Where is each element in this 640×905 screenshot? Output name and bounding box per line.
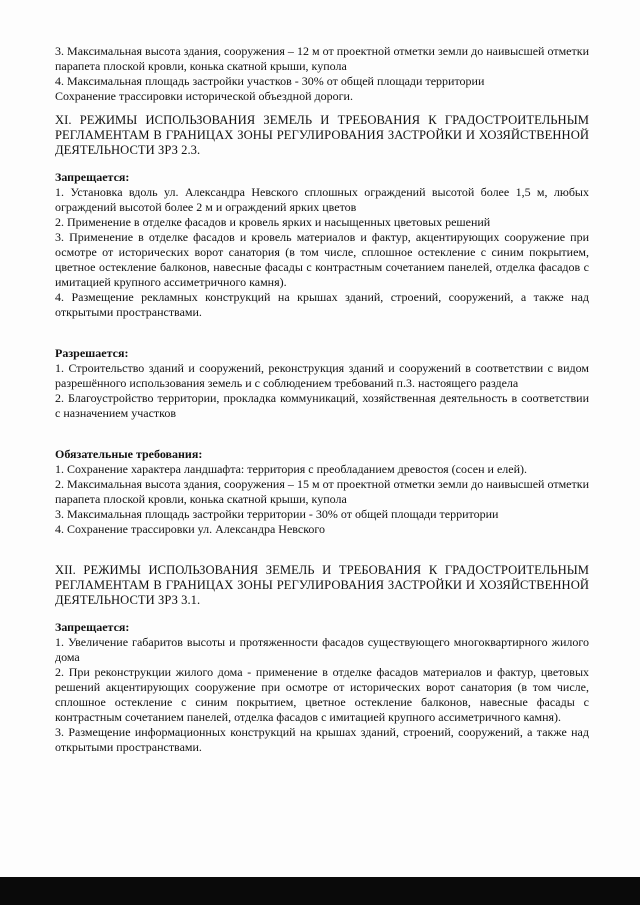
required-item: 2. Максимальная высота здания, сооружения – 15 м от проектной отметки земли до наивысшей отметки парапета плоской кровли, конька скатной крыши, купола (55, 477, 589, 506)
intro-item: 3. Максимальная высота здания, сооружения – 12 м от проектной отметки земли до наивысшей отметки парапета плоской кровли, конька скатной крыши, купола (55, 44, 589, 73)
required-item: 4. Сохранение трассировки ул. Александра Невского (55, 522, 326, 536)
allowed-item: 1. Строительство зданий и сооружений, реконструкция зданий и сооружений в соответствии с видом разрешённого использования земель и с соблюдением требований п.3. настоящего раздела (55, 361, 589, 390)
document-body (55, 44, 589, 755)
intro-item: 4. Максимальная площадь застройки участков - 30% от общей площади территории (55, 74, 485, 88)
section-12-prohibited-label: Запрещается: (55, 620, 130, 634)
section-12-heading: XII. РЕЖИМЫ ИСПОЛЬЗОВАНИЯ ЗЕМЕЛЬ И ТРЕБОВАНИЯ К ГРАДОСТРОИТЕЛЬНЫМ РЕГЛАМЕНТАМ В ГРАНИЦАХ ЗОНЫ РЕГУЛИРОВАНИЯ ЗАСТРОЙКИ И ХОЗЯЙСТВЕННОЙ ДЕЯТЕЛЬНОСТИ ЗРЗ 3.1. (55, 563, 589, 607)
prohibited-item: 3. Размещение информационных конструкций на крышах зданий, строений, сооружений, а также над открытыми пространствами. (55, 725, 589, 754)
section-11-required-label: Обязательные требования: (55, 447, 203, 461)
prohibited-item: 1. Увеличение габаритов высоты и протяженности фасадов существующего многоквартирного жилого дома (55, 635, 589, 664)
allowed-item: 2. Благоустройство территории, прокладка коммуникаций, хозяйственная деятельность в соответствии с назначением участков (55, 391, 589, 420)
prohibited-item: 2. При реконструкции жилого дома - применение в отделке фасадов материалов и фактур, цветовых решений акцентирующих сооружение при осмотре от исторических ворот санатория (в том числе, сплошное остекление с синим покрытием, цветное остекление балконов, навесные фасады с контрастным сочетанием панелей, отделка фасадов с имитацией крупного ассиметричного камня). (55, 665, 589, 724)
scan-bottom-edge (0, 877, 640, 905)
required-item: 1. Сохранение характера ландшафта: территория с преобладанием древостоя (сосен и елей). (55, 462, 527, 476)
prohibited-item: 1. Установка вдоль ул. Александра Невского сплошных ограждений высотой более 1,5 м, любых ограждений высотой более 2 м и ограждений ярких цветов (55, 185, 589, 214)
section-11-prohibited-label: Запрещается: (55, 170, 130, 184)
required-item: 3. Максимальная площадь застройки территории - 30% от общей площади территории (55, 507, 499, 521)
section-11-allowed-label: Разрешается: (55, 346, 129, 360)
prohibited-item: 2. Применение в отделке фасадов и кровель ярких и насыщенных цветовых решений (55, 215, 491, 229)
intro-item: Сохранение трассировки исторической объездной дороги. (55, 89, 353, 103)
prohibited-item: 3. Применение в отделке фасадов и кровель материалов и фактур, акцентирующих сооружение при осмотре от исторических ворот санатория (в том числе, сплошное остекление с синим покрытием, цветное остекление балконов, навесные фасады с контрастным сочетанием панелей, отделка фасадов с имитацией крупного ассиметричного камня). (55, 230, 589, 289)
prohibited-item: 4. Размещение рекламных конструкций на крышах зданий, строений, сооружений, а также над открытыми пространствами. (55, 290, 589, 319)
section-11-heading: XI. РЕЖИМЫ ИСПОЛЬЗОВАНИЯ ЗЕМЕЛЬ И ТРЕБОВАНИЯ К ГРАДОСТРОИТЕЛЬНЫМ РЕГЛАМЕНТАМ В ГРАНИЦАХ ЗОНЫ РЕГУЛИРОВАНИЯ ЗАСТРОЙКИ И ХОЗЯЙСТВЕННОЙ ДЕЯТЕЛЬНОСТИ ЗРЗ 2.3. (55, 113, 589, 157)
